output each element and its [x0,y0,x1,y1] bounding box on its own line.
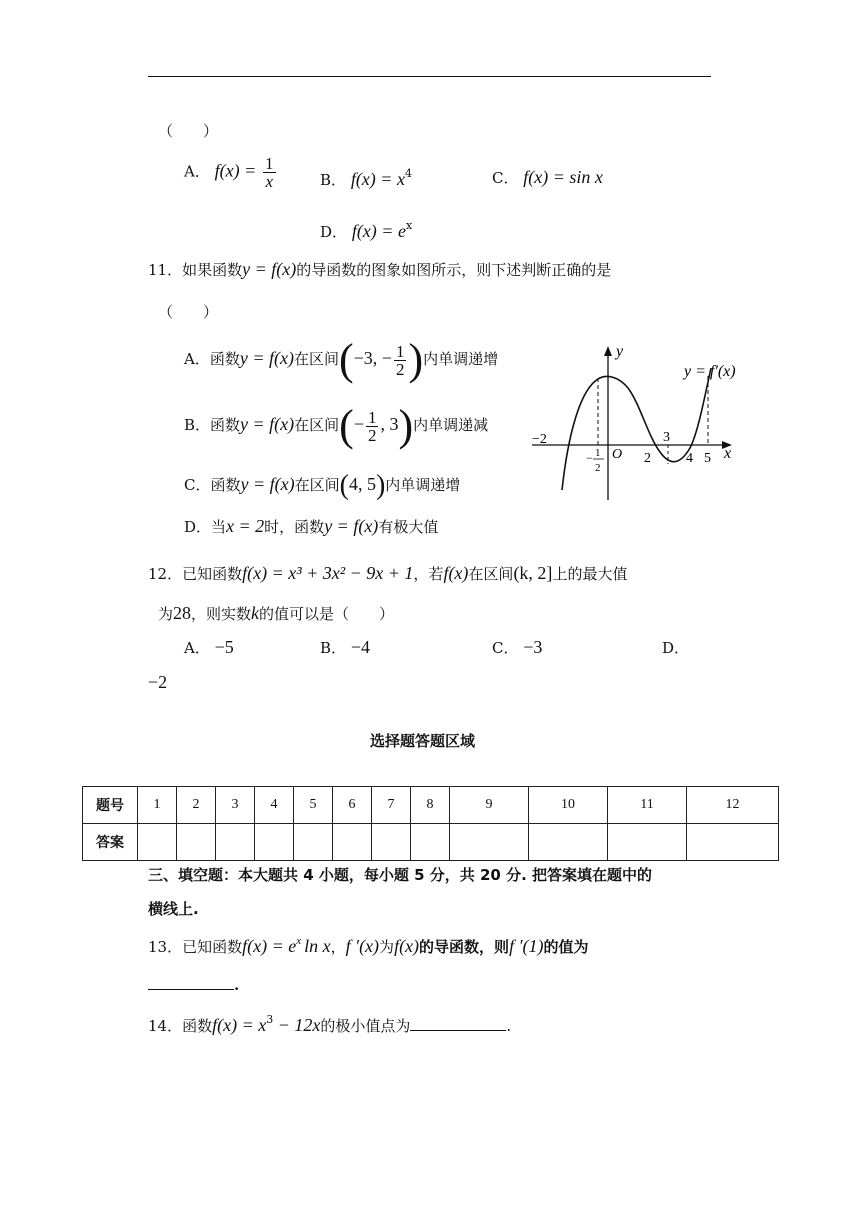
table-cell: 9 [450,787,529,824]
table-cell: 7 [372,787,411,824]
table-row-answers [83,824,779,861]
prev-option-a: A． f(x) = $\frac{1}{x}$ [184,154,274,191]
answer-cell-1[interactable] [138,824,177,861]
row-head-number: 题号 [83,787,138,824]
prev-option-c: C． f(x) = sin x [492,167,603,187]
q14-answer-blank[interactable] [410,1016,506,1031]
x-axis-label: x [724,445,732,462]
answer-cell-12[interactable] [687,824,779,861]
q12-option-c: C． −3 [492,637,543,657]
prev-option-d: D． $f(x) = e^x$ [320,219,413,241]
table-cell: 5 [294,787,333,824]
prev-paren: （ ） [158,122,219,140]
tick-neg2: −2 [532,432,547,447]
q11-paren: （ ） [158,303,219,321]
q12-option-d-label: D． [662,639,690,657]
q13-stem: 13．已知函数$f(x) = e^x$ ln x，f ′(x)为f(x)的导函数，则f ′(1)的值为 [148,935,589,956]
q12-stem-line2: 为28，则实数k的值可以是（ ） [158,603,395,623]
tick-neghalf-sign: − [586,451,593,465]
answer-cell-2[interactable] [177,824,216,861]
table-cell: 4 [255,787,294,824]
q12-option-a: A． −5 [184,637,234,657]
answer-cell-3[interactable] [216,824,255,861]
answer-cell-8[interactable] [411,824,450,861]
q12-option-d-value: −2 [148,672,168,692]
derivative-curve [562,368,711,490]
table-cell: 10 [529,787,608,824]
y-axis-label: y [616,343,624,360]
answer-cell-4[interactable] [255,824,294,861]
table-cell: 1 [138,787,177,824]
tick-3: 3 [663,430,670,445]
answer-table [82,786,779,861]
tick-neghalf-num: 1 [595,447,601,459]
row-head-answer: 答案 [83,824,138,861]
answer-cell-10[interactable] [529,824,608,861]
q14-stem: 14．函数$f(x) = x^3 - 12x$的极小值点为 . [148,1013,512,1035]
curve-label: y = f′(x) [684,363,736,380]
q13-answer-line[interactable]: . [148,975,239,994]
answer-cell-6[interactable] [333,824,372,861]
q12-stem-line1: 12．已知函数f(x) = x³ + 3x² − 9x + 1，若f(x)在区间(k, 2]上的最大值 [148,563,628,583]
header-rule [148,76,711,77]
prev-option-b: B． $f(x) = x^4$ [320,167,412,189]
q11-option-d: D．当x = 2时，函数y = f(x)有极大值 [184,516,439,536]
origin-label: O [612,447,623,462]
derivative-graph [528,340,768,500]
table-cell: 12 [687,787,779,824]
tick-4: 4 [686,451,693,466]
table-cell: 11 [608,787,687,824]
q11-option-c: C．函数y = f(x)在区间(4, 5)内单调递增 [184,470,461,501]
q11-option-b: B．函数y = f(x)在区间(− $\frac{1}{2}$ , 3)内单调递减 [184,401,489,450]
answer-cell-9[interactable] [450,824,529,861]
answer-cell-11[interactable] [608,824,687,861]
answer-cell-5[interactable] [294,824,333,861]
section3-heading-line2: 横线上. [148,900,199,918]
table-row-numbers [83,787,779,824]
table-cell: 6 [333,787,372,824]
q11-stem: 11．如果函数y = f(x)的导函数的图象如图所示，则下述判断正确的是 [148,259,612,279]
tick-5: 5 [704,451,711,466]
tick-neghalf-den: 2 [595,462,601,474]
tick-2: 2 [644,451,651,466]
answer-area-title: 选择题答题区域 [370,732,476,750]
table-cell: 8 [411,787,450,824]
section3-heading-line1: 三、填空题：本大题共 4 小题，每小题 5 分，共 20 分. 把答案填在题中的 [148,866,653,884]
answer-cell-7[interactable] [372,824,411,861]
table-cell: 3 [216,787,255,824]
table-cell: 2 [177,787,216,824]
q12-option-b: B． −4 [320,637,370,657]
y-arrow-icon [604,346,612,356]
q11-option-a: A．函数y = f(x)在区间(−3, − $\frac{1}{2}$ )内单调递增 [184,335,499,384]
